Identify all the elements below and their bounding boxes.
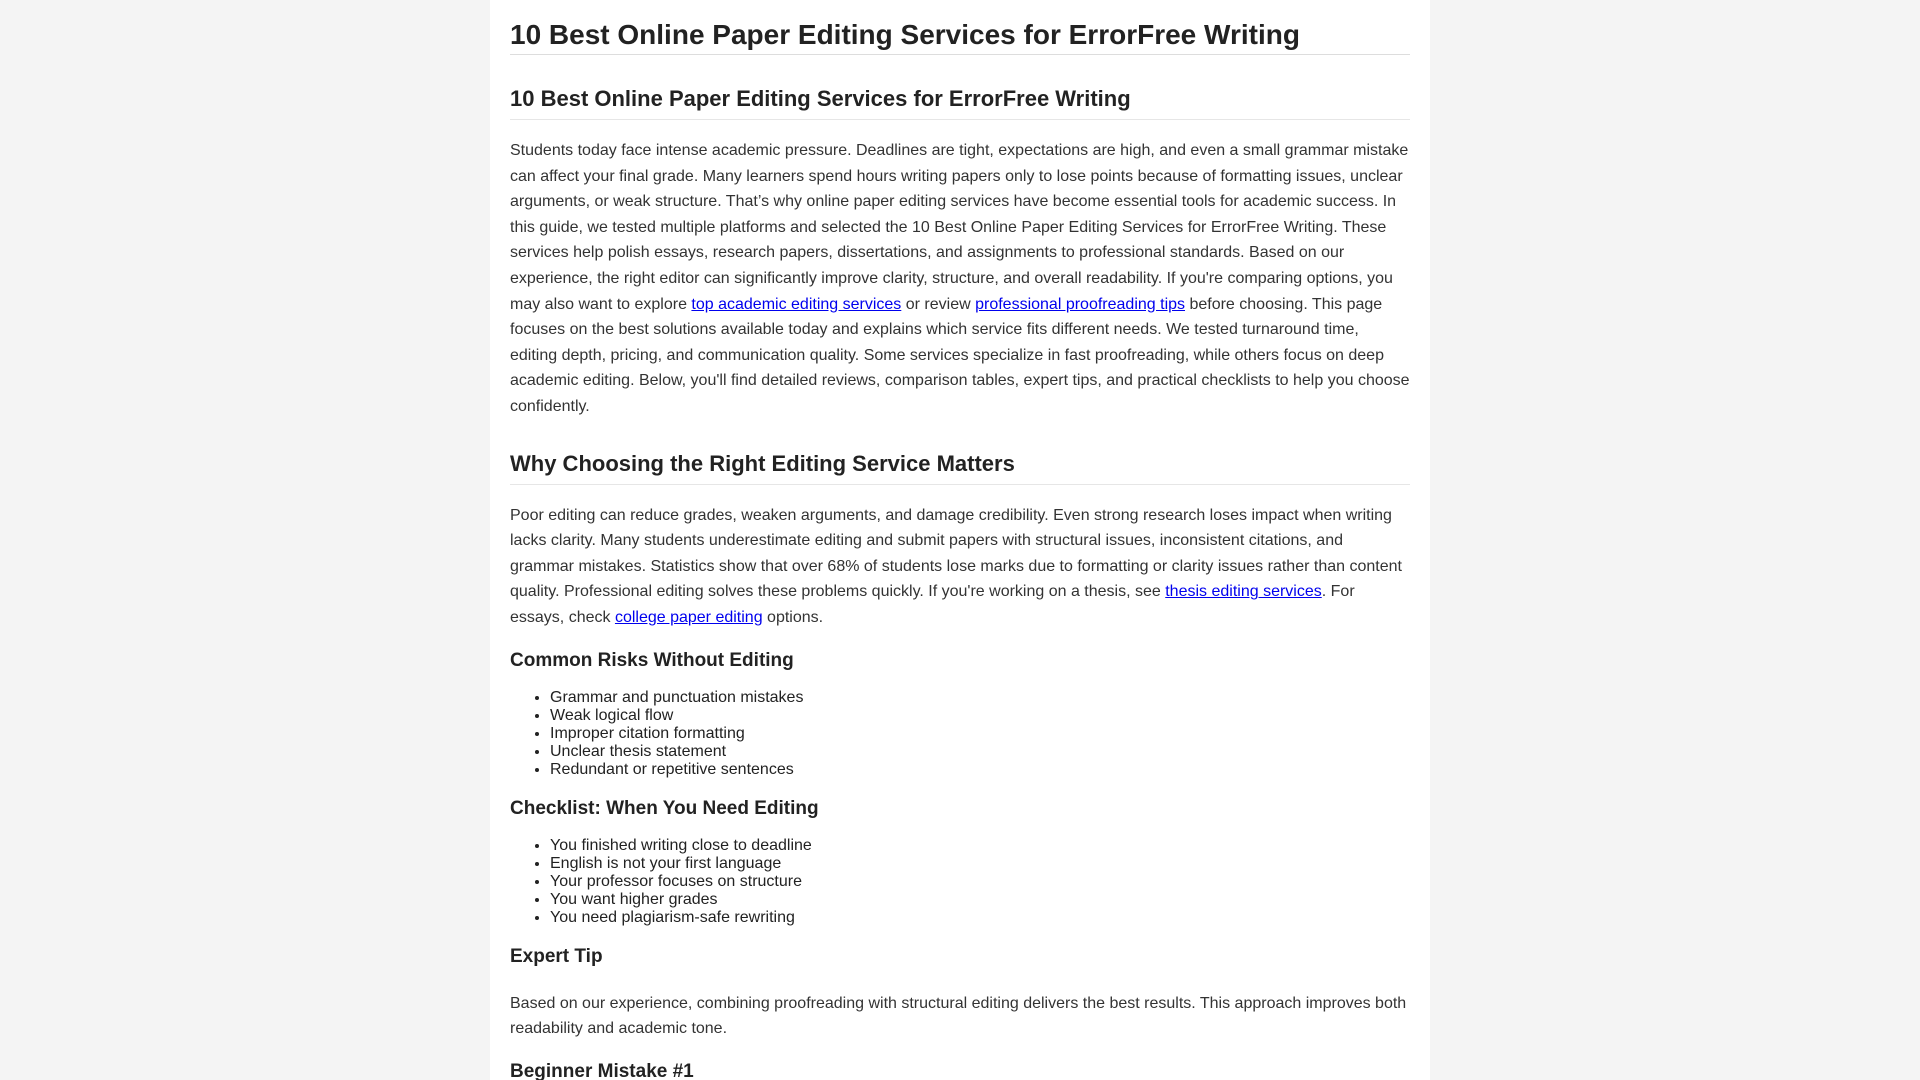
intro-paragraph (510, 138, 1410, 420)
why-text-3: options. (762, 608, 824, 626)
list-item: • Improper citation formatting (550, 725, 1410, 743)
why-paragraph (510, 503, 1410, 631)
link-professional-proofreading-tips[interactable]: professional proofreading tips (975, 295, 1186, 313)
link-thesis-editing-services[interactable]: thesis editing services (1165, 583, 1322, 601)
subheading-expert-tip: Expert Tip (510, 945, 603, 967)
expert-tip-paragraph: Based on our experience, combining proofreading with structural editing delivers the best results. This approach improves both readability and academic tone. (510, 994, 1407, 1038)
list-item: • Redundant or repetitive sentences (550, 761, 1410, 779)
risks-list (510, 689, 1410, 779)
link-college-paper-editing[interactable]: college paper editing (614, 608, 763, 626)
list-item: • You need plagiarism-safe rewriting (550, 909, 1410, 927)
list-item: • Unclear thesis statement (550, 743, 1410, 761)
list-item: • English is not your first language (550, 855, 1410, 873)
list-item: • Grammar and punctuation mistakes (550, 689, 1410, 707)
intro-text-3: before choosing. This page focuses on the best solutions available today and explains which service fits different needs. We tested turnaround time, editing depth, pricing, and communication quality. Some services specialize in fast proofreading, while others focus on deep academic editing. Below, you'll find detailed reviews, comparison tables, expert tips, and practical checklists to help you choose confidently. (510, 295, 1410, 415)
link-top-academic-editing-services[interactable]: top academic editing services (691, 295, 902, 313)
list-item: • Weak logical flow (550, 707, 1410, 725)
page-title: 10 Best Online Paper Editing Services for ErrorFree Writing (510, 18, 1410, 55)
subheading-beginner-mistake: Beginner Mistake #1 (510, 1060, 694, 1080)
intro-text-1: Students today face intense academic pressure. Deadlines are tight, expectations are high, and even a small grammar mistake can affect your final grade. Many learners spend hours writing papers only to lose points because of formatting issues, unclear arguments, or weak structure. That’s why online paper editing services have become essential tools for academic success. In this guide, we tested multiple platforms and selected the 10 Best Online Paper Editing Services for ErrorFree Writing. These services help polish essays, research papers, dissertations, and assignments to professional standards. Based on our experience, the right editor can significantly improve clarity, structure, and overall readability. If you're comparing options, you may also want to explore (510, 142, 1409, 313)
section-heading-intro: 10 Best Online Paper Editing Services for ErrorFree Writing (510, 85, 1410, 120)
section-heading-why-choosing: Why Choosing the Right Editing Service Matters (510, 450, 1410, 485)
list-item: • You finished writing close to deadline (550, 837, 1410, 855)
why-text-2: . For essays, check (510, 583, 1355, 626)
checklist-list (510, 837, 1410, 927)
list-item: • You want higher grades (550, 891, 1410, 909)
intro-text-2: or review (901, 295, 976, 313)
list-item: • Your professor focuses on structure (550, 873, 1410, 891)
subheading-checklist: Checklist: When You Need Editing (510, 797, 819, 819)
article-page (490, 0, 1430, 1080)
why-text-1: Poor editing can reduce grades, weaken arguments, and damage credibility. Even strong research loses impact when writing lacks clarity. Many students underestimate editing and submit papers with structural issues, inconsistent citations, and grammar mistakes. Statistics show that over 68% of students lose marks due to formatting or clarity issues rather than content quality. Professional editing solves these problems quickly. If you're working on a thesis, see (510, 506, 1402, 601)
subheading-common-risks: Common Risks Without Editing (510, 649, 794, 671)
